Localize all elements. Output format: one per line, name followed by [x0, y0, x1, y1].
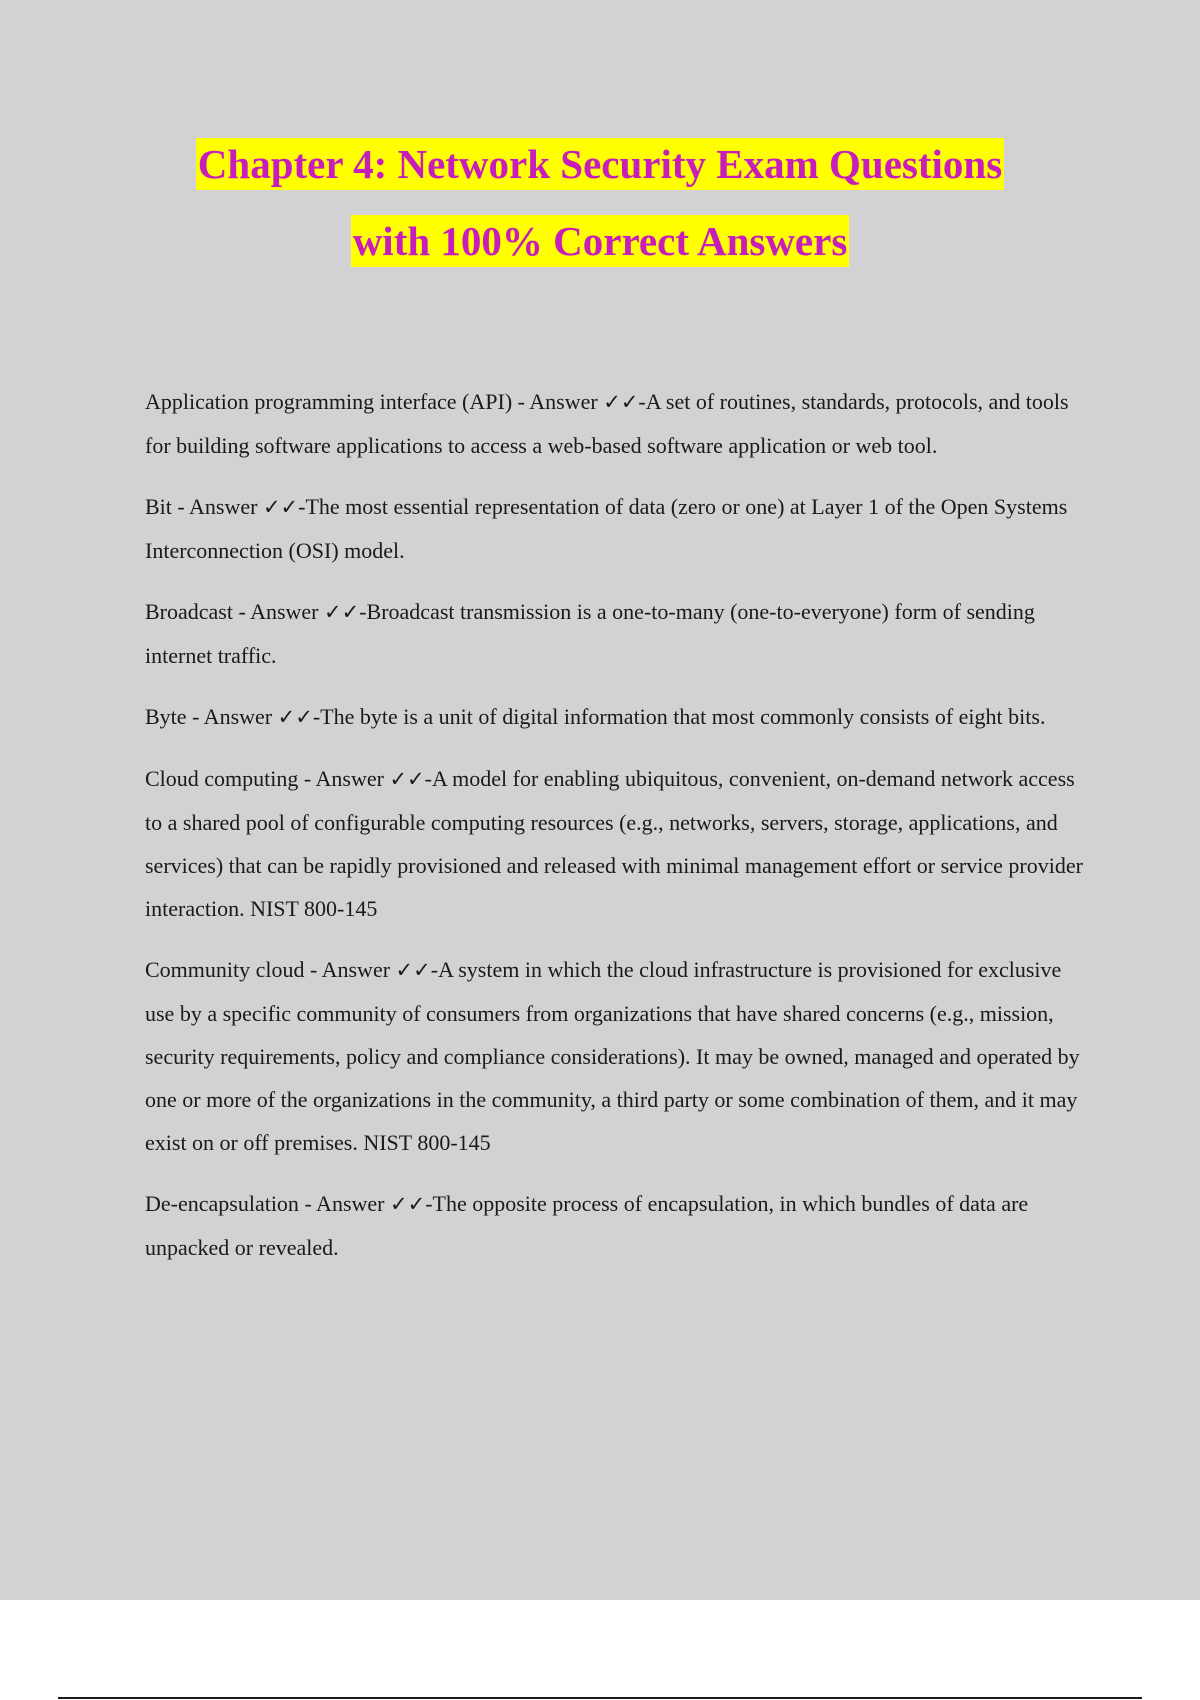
entry-term: Byte: [145, 704, 187, 729]
entry-term: Bit: [145, 494, 172, 519]
answer-separator: - Answer: [298, 766, 390, 791]
check-marks-icon: ✓✓: [389, 1192, 426, 1216]
qa-entry-bit: [145, 485, 1085, 572]
entry-definition: -A model for enabling ubiquitous, convenient, on-demand network access to a shared pool of configurable computing resources (e.g., networks, servers, storage, applications, and services) that can be rapidly provisioned and released with minimal management effort or service provider interaction. NIST 800-145: [145, 766, 1083, 921]
check-marks-icon: ✓✓: [277, 705, 313, 729]
answer-separator: - Answer: [186, 704, 278, 729]
entry-definition: -The byte is a unit of digital information that most commonly consists of eight bits.: [312, 704, 1046, 729]
answer-separator: - Answer: [512, 389, 604, 414]
footer-divider: [58, 1697, 1142, 1699]
title-line-2: with 100% Correct Answers: [351, 215, 850, 267]
entry-definition: -The opposite process of encapsulation, in which bundles of data are unpacked or revealed.: [145, 1191, 1029, 1260]
qa-entry-byte: [145, 695, 1085, 739]
entry-definition: -A system in which the cloud infrastructure is provisioned for exclusive use by a specific community of consumers from organizations that have shared concerns (e.g., mission, security requirements, policy and compliance considerations). It may be owned, managed and operated by one or more of the organizations in the community, a third party or some combination of them, and it may exist on or off premises. NIST 800-145: [145, 957, 1080, 1155]
qa-list: [145, 380, 1085, 1287]
qa-entry-community-cloud: [145, 948, 1085, 1164]
check-marks-icon: ✓✓: [395, 958, 431, 982]
page-title: [0, 138, 1200, 292]
entry-term: Cloud computing: [145, 766, 299, 791]
entry-term: De-encapsulation: [145, 1191, 299, 1216]
entry-term: Broadcast: [145, 599, 233, 624]
entry-term: Community cloud: [145, 957, 305, 982]
check-marks-icon: ✓✓: [603, 390, 639, 414]
check-marks-icon: ✓✓: [262, 495, 299, 519]
qa-entry-broadcast: [145, 590, 1085, 677]
check-marks-icon: ✓✓: [389, 767, 425, 791]
entry-definition: -A set of routines, standards, protocols, and tools for building software applications to access a web-based software application or web tool.: [145, 389, 1069, 458]
answer-separator: - Answer: [304, 957, 396, 982]
answer-separator: - Answer: [232, 599, 325, 624]
qa-entry-cloud-computing: [145, 757, 1085, 930]
qa-entry-de-encapsulation: [145, 1182, 1085, 1269]
entry-term: Application programming interface (API): [145, 389, 513, 414]
entry-definition: -The most essential representation of data (zero or one) at Layer 1 of the Open Systems Interconnection (OSI) model.: [145, 494, 1068, 563]
check-marks-icon: ✓✓: [324, 600, 360, 624]
answer-separator: - Answer: [298, 1191, 390, 1216]
answer-separator: - Answer: [171, 494, 263, 519]
qa-entry-api: [145, 380, 1085, 467]
entry-definition: -Broadcast transmission is a one-to-many (one-to-everyone) form of sending internet traffic.: [145, 599, 1035, 668]
title-line-1: Chapter 4: Network Security Exam Questions: [196, 138, 1004, 190]
